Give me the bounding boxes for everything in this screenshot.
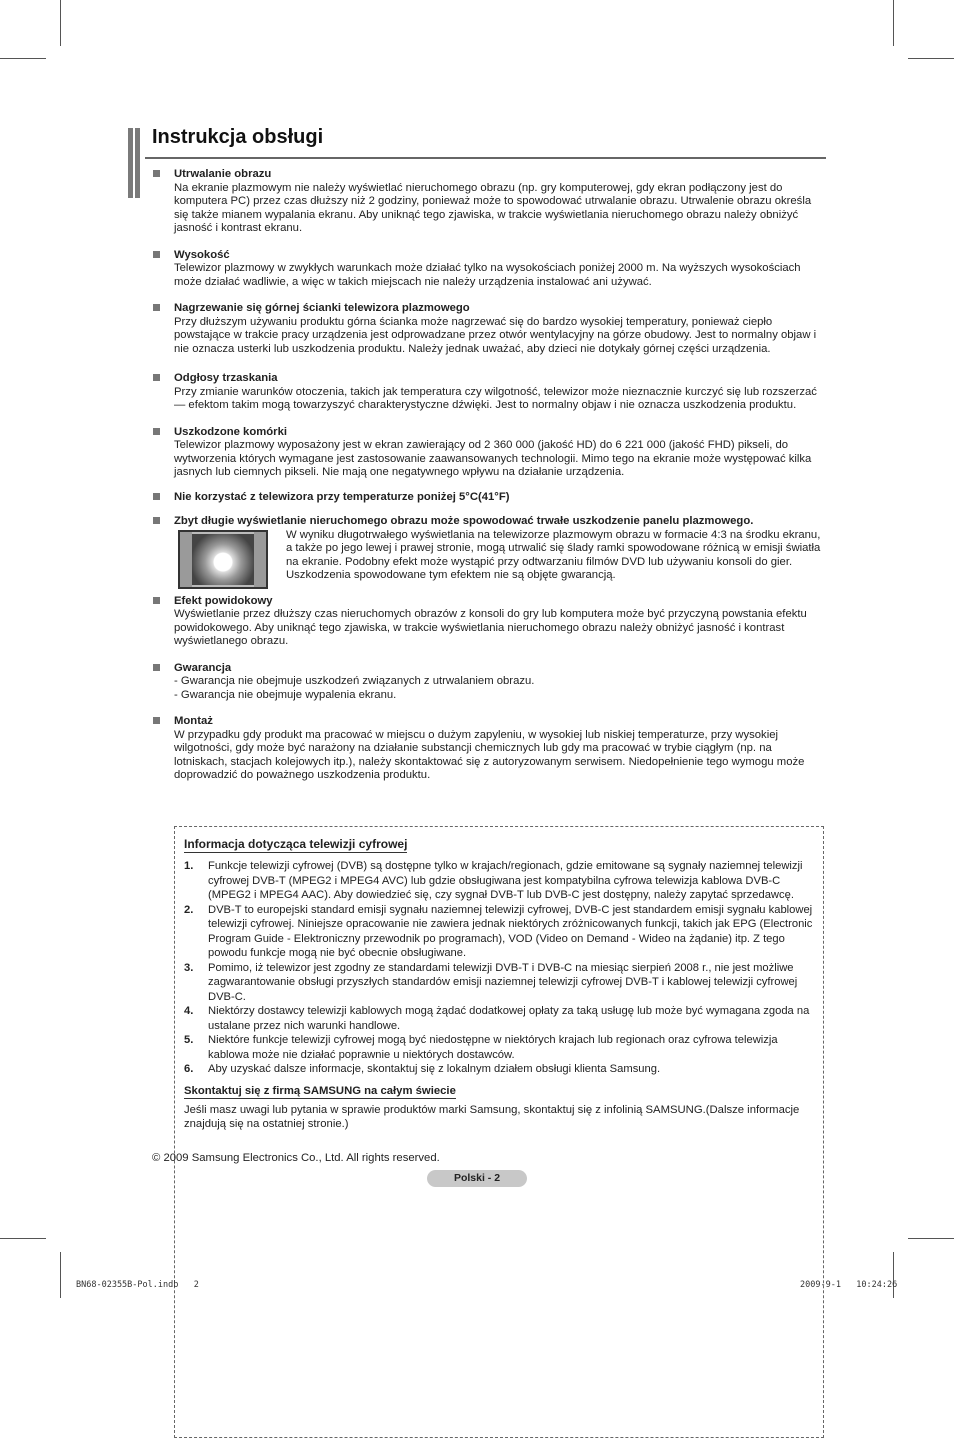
item-text: Niektóre funkcje telewizji cyfrowej mogą być niedostępne w niektórych krajach lub regionach oraz cyfrowa telewizja kablowa może nie działać poprawnie u niektórych dostawców. bbox=[208, 1034, 778, 1061]
bullet-icon bbox=[153, 493, 160, 500]
item-number: 4. bbox=[184, 1005, 194, 1017]
section-title: Uszkodzone komórki bbox=[174, 425, 287, 438]
section-nieruchomy-obraz bbox=[152, 515, 826, 591]
list-item bbox=[184, 1062, 814, 1077]
title-accent-bar bbox=[128, 128, 133, 198]
section-title: Gwarancja bbox=[174, 661, 232, 674]
item-text: Funkcje telewizji cyfrowej (DVB) są dostępne tylko w krajach/regionach, gdzie emitowane są sygnały naziemnej telewizji cyfrowej DVB-T (MPEG2 i MPEG4 AVC) lub gdzie obsługiwana jest kompatybilna cyfrowa telewizja kablowa DVB-C (MPEG2 i MPEG4 AAC). Aby dowiedzieć się, czy sygnał DVB-T lub DVB-C jest dostępny, należy zapytać sprzedawcę. bbox=[208, 860, 803, 901]
section-body: Telewizor plazmowy wyposażony jest w ekran zawierający od 2 360 000 (jakość HD) do 6 221 000 (jakość FHD) pikseli, do wytworzenia których wymagane jest zastosowanie zaawansowanych technologii. Mimo tego na ekranie może występować kilka jasnych lub ciemnych pikseli. Nie mają one negatywnego wpływu na działanie urządzenia. bbox=[174, 439, 812, 478]
list-item bbox=[184, 1004, 814, 1033]
item-number: 1. bbox=[184, 860, 194, 872]
section-title: Odgłosy trzaskania bbox=[174, 372, 278, 384]
bullet-icon bbox=[153, 304, 160, 311]
list-item bbox=[184, 961, 814, 1005]
section-gwarancja bbox=[152, 662, 826, 703]
item-text: Pomimo, iż telewizor jest zgodny ze standardami telewizji DVB-T i DVB-C na miesiąc sierpień 2008 r., nie jest możliwe zagwarantowanie obsługi przyszłych standardów emisji naziemnej telewizji cyfrowej DVB-T i kablowej telewizji cyfrowej DVB-C. bbox=[208, 961, 798, 1003]
section-body: Wyświetlanie przez dłuższy czas nieruchomych obrazów z konsoli do gry lub komputera może być przyczyną powstania efektu powidokowego. Aby uniknąć tego zjawiska, w trakcie wyświetlania nieruchomego obrazu należy obniżyć jasność i kontrast wyświetlanego obrazu. bbox=[174, 608, 807, 647]
section-odglosy bbox=[152, 372, 826, 413]
crop-mark bbox=[60, 0, 61, 46]
item-number: 6. bbox=[184, 1063, 194, 1075]
section-utrwalanie bbox=[152, 168, 826, 236]
footer-timestamp: 2009-9-1 10:24:26 bbox=[800, 1280, 898, 1290]
section-body: Przy zmianie warunków otoczenia, takich jak temperatura czy wilgotność, telewizor może nieznacznie kurczyć się lub rozszerzać — efektom takim mogą towarzyszyć charakterystyczne dźwięki. Jest to normalny objaw i nie oznacza uszkodzenia produktu. bbox=[174, 385, 817, 411]
crop-mark bbox=[908, 1238, 954, 1239]
section-title: Nagrzewanie się górnej ścianki telewizora plazmowego bbox=[174, 302, 470, 314]
page-number-badge: Polski - 2 bbox=[427, 1170, 527, 1187]
section-title: Efekt powidokowy bbox=[174, 594, 273, 607]
item-text: Niektórzy dostawcy telewizji kablowych mogą żądać dodatkowej opłaty za taką usługę lub może być wymagana zgoda na ustalane przez nich warunki handlowe. bbox=[208, 1005, 810, 1032]
contact-title: Skontaktuj się z firmą SAMSUNG na całym świecie bbox=[184, 1084, 456, 1097]
section-efekt-powidokowy bbox=[152, 595, 826, 649]
section-title: Wysokość bbox=[174, 248, 230, 261]
list-item bbox=[184, 903, 814, 961]
section-body: W wyniku długotrwałego wyświetlania na telewizorze plazmowym obrazu w formacie 4:3 na środku ekranu, a także po jego lewej i prawej stronie, mogą utrwalić się ślady ramki spowodowane różnicą w emisji światła na ekranie. Podobny efekt może wystąpić przy odtwarzaniu filmów DVD lub używaniu konsoli do gier. Uszkodzenia spowodowane tym efektem nie są objęte gwarancją. bbox=[286, 528, 821, 581]
footer-file-info: BN68-02355B-Pol.indb 2 bbox=[76, 1280, 199, 1290]
item-text: Aby uzyskać dalsze informacje, skontaktuj się z lokalnym działem obsługi klienta Samsung. bbox=[208, 1063, 661, 1075]
bullet-icon bbox=[153, 251, 160, 258]
copyright: © 2009 Samsung Electronics Co., Ltd. All rights reserved. bbox=[152, 1152, 440, 1164]
title-accent-bar bbox=[135, 128, 140, 198]
item-number: 3. bbox=[184, 961, 194, 974]
image-text-block bbox=[174, 529, 826, 591]
crop-mark bbox=[893, 0, 894, 46]
page-title: Instrukcja obsługi bbox=[152, 126, 324, 148]
section-title: Nie korzystać z telewizora przy temperaturze poniżej 5°C(41°F) bbox=[174, 490, 510, 503]
item-number: 5. bbox=[184, 1034, 194, 1046]
crop-mark bbox=[908, 58, 954, 59]
tv-side-bar bbox=[180, 532, 192, 587]
bullet-icon bbox=[153, 717, 160, 724]
section-uszkodzone-komorki bbox=[152, 426, 826, 480]
crop-mark bbox=[893, 1252, 894, 1298]
section-body: Telewizor plazmowy w zwykłych warunkach może działać tylko na wysokościach poniżej 2000 m. Na wyższych wysokościach może działać wadliwie, a więc w takich miejscach nie należy urządzenia instalować ani używać. bbox=[174, 262, 801, 288]
bullet-icon bbox=[153, 170, 160, 177]
section-body: Przy dłuższym używaniu produktu górna ścianka może nagrzewać się do bardzo wysokiej temperatury, ponieważ ciepło powstające w trakcie pracy urządzenia jest odprowadzane przez otwór wentylacyjny na górze obudowy. Jest to normalny objaw i nie oznacza usterki lub uszkodzenia produktu. Należy jednak uważać, aby dzieci nie dotykały górnej części urządzenia. bbox=[174, 315, 817, 355]
list-item bbox=[184, 859, 814, 903]
section-title: Zbyt długie wyświetlanie nieruchomego obrazu może spowodować trwałe uszkodzenie panelu plazmowego. bbox=[174, 515, 754, 527]
tv-screen-image bbox=[178, 530, 268, 589]
bullet-icon bbox=[153, 597, 160, 604]
section-montaz bbox=[152, 715, 826, 783]
section-title: Utrwalanie obrazu bbox=[174, 168, 272, 180]
section-nagrzewanie bbox=[152, 302, 826, 356]
section-body: - Gwarancja nie obejmuje wypalenia ekranu. bbox=[174, 688, 397, 701]
section-title: Montaż bbox=[174, 715, 213, 727]
bullet-icon bbox=[153, 664, 160, 671]
digital-tv-info-box bbox=[174, 826, 824, 1438]
sections bbox=[152, 168, 826, 783]
crop-mark bbox=[0, 1238, 46, 1239]
section-body: Na ekranie plazmowym nie należy wyświetlać nieruchomego obrazu (np. gry komputerowej, gdy ekran podłączony jest do komputera PC) przez czas dłuższy niż 2 godziny, ponieważ może to spowodować utrwalanie obrazu. Utrwalenie obrazu określa się także mianem wypalania ekranu. Aby uniknąć tego zjawiska, w trakcie wyświetlania nieruchomego obrazu należy obniżyć jasność i kontrast ekranu. bbox=[174, 181, 812, 234]
bullet-icon bbox=[153, 374, 160, 381]
crop-mark bbox=[0, 58, 46, 59]
crop-mark bbox=[60, 1252, 61, 1298]
list-item bbox=[184, 1033, 814, 1062]
tv-side-bar bbox=[254, 532, 266, 587]
bullet-icon bbox=[153, 517, 160, 524]
section-wysokosc bbox=[152, 249, 826, 290]
info-title: Informacja dotycząca telewizji cyfrowej bbox=[184, 837, 408, 851]
section-temperatura bbox=[152, 491, 826, 505]
contact-body: Jeśli masz uwagi lub pytania w sprawie produktów marki Samsung, skontaktuj się z infolinią SAMSUNG.(Dalsze informacje znajdują się na ostatniej stronie.) bbox=[184, 1103, 800, 1130]
bullet-icon bbox=[153, 428, 160, 435]
item-number: 2. bbox=[184, 903, 194, 916]
item-text: DVB-T to europejski standard emisji sygnału naziemnej telewizji cyfrowej, DVB-C jest standardem emisji sygnału kablowej telewizji cyfrowej. Niniejsze opracowanie nie zawiera jednak niektórych zróżnicowanych funkcji, takich jak EPG (Electronic Program Guide - Elektroniczny przewodnik po programach), VOD (Video on Demand - Wideo na żądanie) itp. Z tego powodu funkcje mogą nie być obecnie obsługiwane. bbox=[208, 903, 813, 959]
info-list bbox=[184, 859, 814, 1077]
section-body: - Gwarancja nie obejmuje uszkodzeń związanych z utrwalaniem obrazu. bbox=[174, 675, 535, 687]
flower-picture bbox=[192, 534, 254, 585]
title-rule bbox=[145, 157, 826, 159]
section-body: W przypadku gdy produkt ma pracować w miejscu o dużym zapyleniu, w wysokiej lub niskiej temperaturze, przy wysokiej wilgotności, gdy może być narażony na działanie substancji chemicznych lub gdy ma pracować w trybie ciągłym (np. na lotniskach, stacjach kolejowych itp.), należy skontaktować się z autoryzowanym serwisem. Niedopełnienie tego wymogu może doprowadzić do poważnego uszkodzenia produktu. bbox=[174, 728, 805, 781]
